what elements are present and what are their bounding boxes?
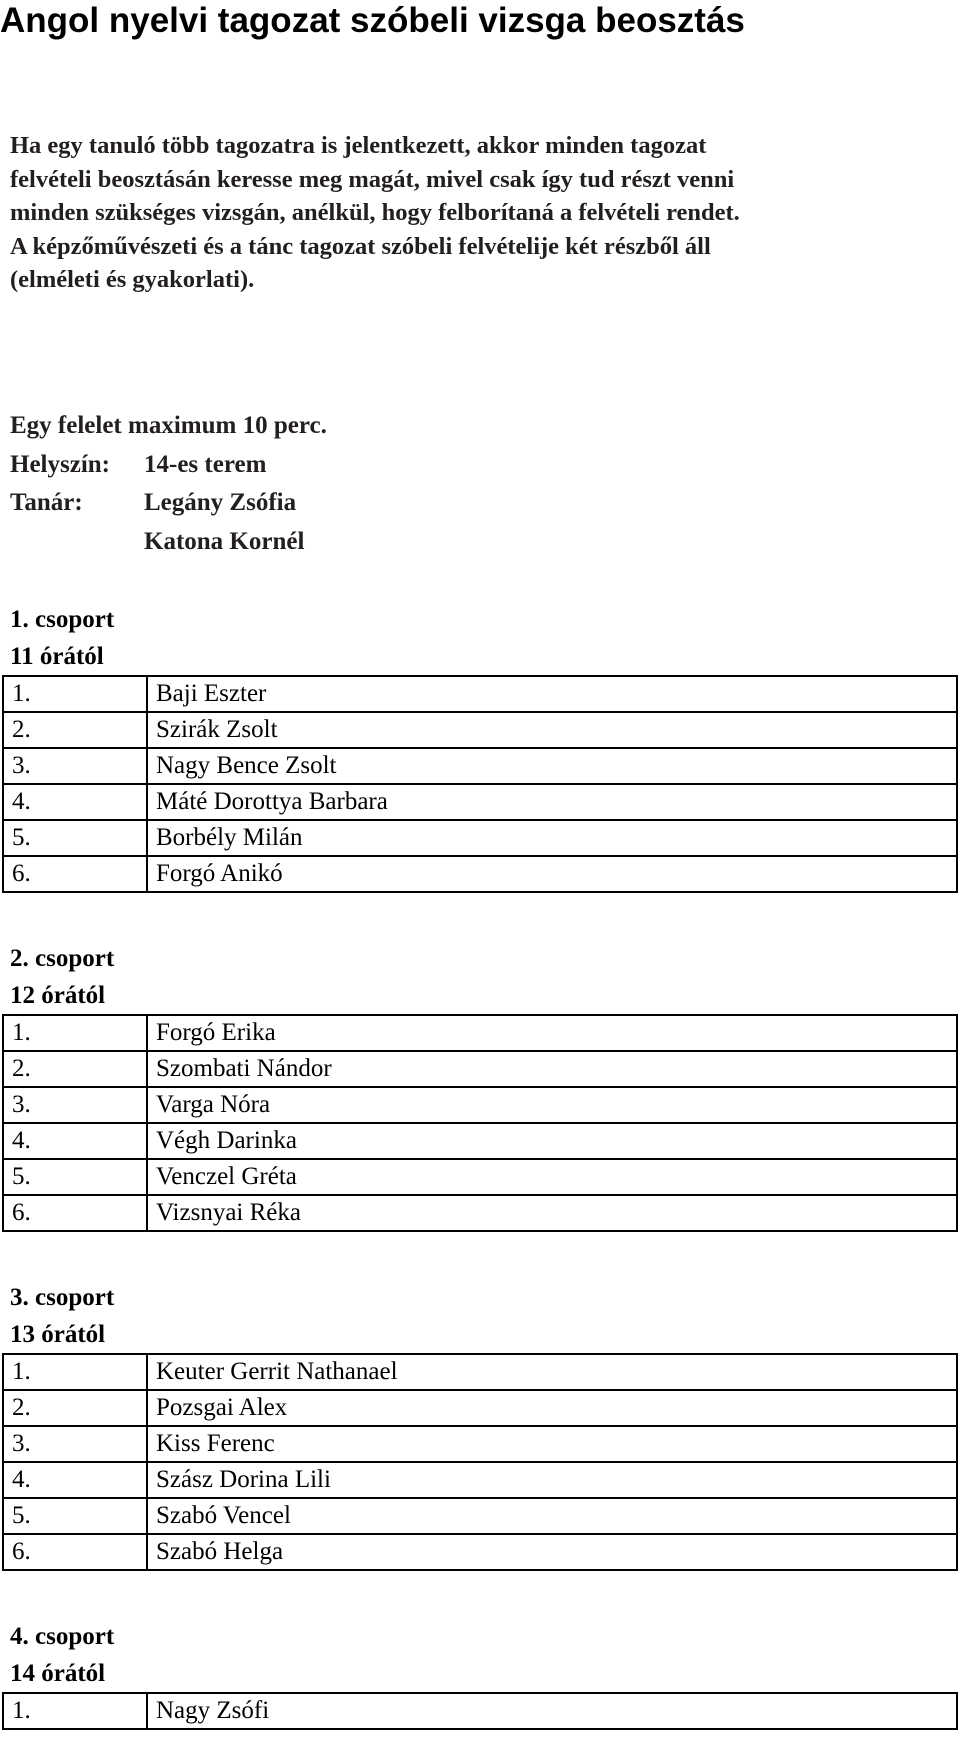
student-name: Vizsnyai Réka xyxy=(147,1195,957,1231)
student-name: Szirák Zsolt xyxy=(147,712,957,748)
row-number: 3. xyxy=(3,748,147,784)
student-name: Nagy Bence Zsolt xyxy=(147,748,957,784)
table-row xyxy=(3,1087,957,1123)
location-value: 14-es terem xyxy=(144,451,267,478)
group-3-roster xyxy=(2,1353,958,1571)
table-row xyxy=(3,1693,957,1729)
table-row xyxy=(3,712,957,748)
table-row xyxy=(3,784,957,820)
row-number: 2. xyxy=(3,1390,147,1426)
table-row xyxy=(3,1426,957,1462)
teacher-name: Katona Kornél xyxy=(144,528,305,555)
row-number: 2. xyxy=(3,1051,147,1087)
table-row xyxy=(3,1354,957,1390)
group-2-roster xyxy=(2,1014,958,1232)
table-row xyxy=(3,748,957,784)
student-name: Varga Nóra xyxy=(147,1087,957,1123)
table-row xyxy=(3,1498,957,1534)
student-name: Szabó Vencel xyxy=(147,1498,957,1534)
student-name: Venczel Gréta xyxy=(147,1159,957,1195)
group-3-time: 13 órától xyxy=(10,1321,106,1348)
student-name: Pozsgai Alex xyxy=(147,1390,957,1426)
row-number: 5. xyxy=(3,820,147,856)
row-number: 2. xyxy=(3,712,147,748)
intro-line: Ha egy tanuló több tagozatra is jelentkezett, akkor minden tagozat xyxy=(10,132,707,159)
table-row xyxy=(3,1159,957,1195)
teacher-row-2 xyxy=(10,527,304,557)
row-number: 6. xyxy=(3,1195,147,1231)
student-name: Forgó Anikó xyxy=(147,856,957,892)
student-name: Kiss Ferenc xyxy=(147,1426,957,1462)
row-number: 6. xyxy=(3,1534,147,1570)
table-row xyxy=(3,820,957,856)
row-number: 4. xyxy=(3,1462,147,1498)
intro-line: minden szükséges vizsgán, anélkül, hogy felborítaná a felvételi rendet. xyxy=(10,199,740,226)
group-4-name: 4. csoport xyxy=(10,1623,115,1650)
row-number: 1. xyxy=(3,1693,147,1729)
row-number: 4. xyxy=(3,784,147,820)
page-title: Angol nyelvi tagozat szóbeli vizsga beosztás xyxy=(0,1,745,40)
table-row xyxy=(3,676,957,712)
table-row xyxy=(3,1195,957,1231)
row-number: 6. xyxy=(3,856,147,892)
row-number: 5. xyxy=(3,1498,147,1534)
student-name: Forgó Erika xyxy=(147,1015,957,1051)
teacher-label: Tanár: xyxy=(10,489,83,516)
table-row xyxy=(3,856,957,892)
group-2-name: 2. csoport xyxy=(10,945,115,972)
duration-note: Egy felelet maximum 10 perc. xyxy=(10,412,327,439)
student-name: Szombati Nándor xyxy=(147,1051,957,1087)
row-number: 1. xyxy=(3,1015,147,1051)
student-name: Végh Darinka xyxy=(147,1123,957,1159)
teacher-row xyxy=(10,488,296,518)
student-name: Szabó Helga xyxy=(147,1534,957,1570)
group-4-roster xyxy=(2,1692,958,1730)
student-name: Máté Dorottya Barbara xyxy=(147,784,957,820)
row-number: 5. xyxy=(3,1159,147,1195)
row-number: 1. xyxy=(3,1354,147,1390)
intro-line: felvételi beosztásán keresse meg magát, mivel csak így tud részt venni xyxy=(10,165,735,193)
student-name: Szász Dorina Lili xyxy=(147,1462,957,1498)
group-1-name: 1. csoport xyxy=(10,606,115,633)
table-row xyxy=(3,1390,957,1426)
intro-line: (elméleti és gyakorlati). xyxy=(10,266,255,293)
row-number: 4. xyxy=(3,1123,147,1159)
table-row xyxy=(3,1051,957,1087)
row-number: 3. xyxy=(3,1426,147,1462)
intro-paragraph xyxy=(10,129,910,297)
table-row xyxy=(3,1015,957,1051)
group-3-name: 3. csoport xyxy=(10,1284,115,1311)
table-row xyxy=(3,1534,957,1570)
student-name: Borbély Milán xyxy=(147,820,957,856)
student-name: Baji Eszter xyxy=(147,676,957,712)
group-1-time: 11 órától xyxy=(10,643,104,670)
group-2-time: 12 órától xyxy=(10,982,106,1009)
location-label: Helyszín: xyxy=(10,451,110,478)
row-number: 1. xyxy=(3,676,147,712)
row-number: 3. xyxy=(3,1087,147,1123)
table-row xyxy=(3,1462,957,1498)
group-1-roster xyxy=(2,675,958,893)
group-4-time: 14 órától xyxy=(10,1660,106,1687)
location-row xyxy=(10,450,266,480)
teacher-name: Legány Zsófia xyxy=(144,489,297,516)
intro-line: A képzőművészeti és a tánc tagozat szóbeli felvételije két részből áll xyxy=(10,232,711,260)
student-name: Nagy Zsófi xyxy=(147,1693,957,1729)
table-row xyxy=(3,1123,957,1159)
student-name: Keuter Gerrit Nathanael xyxy=(147,1354,957,1390)
